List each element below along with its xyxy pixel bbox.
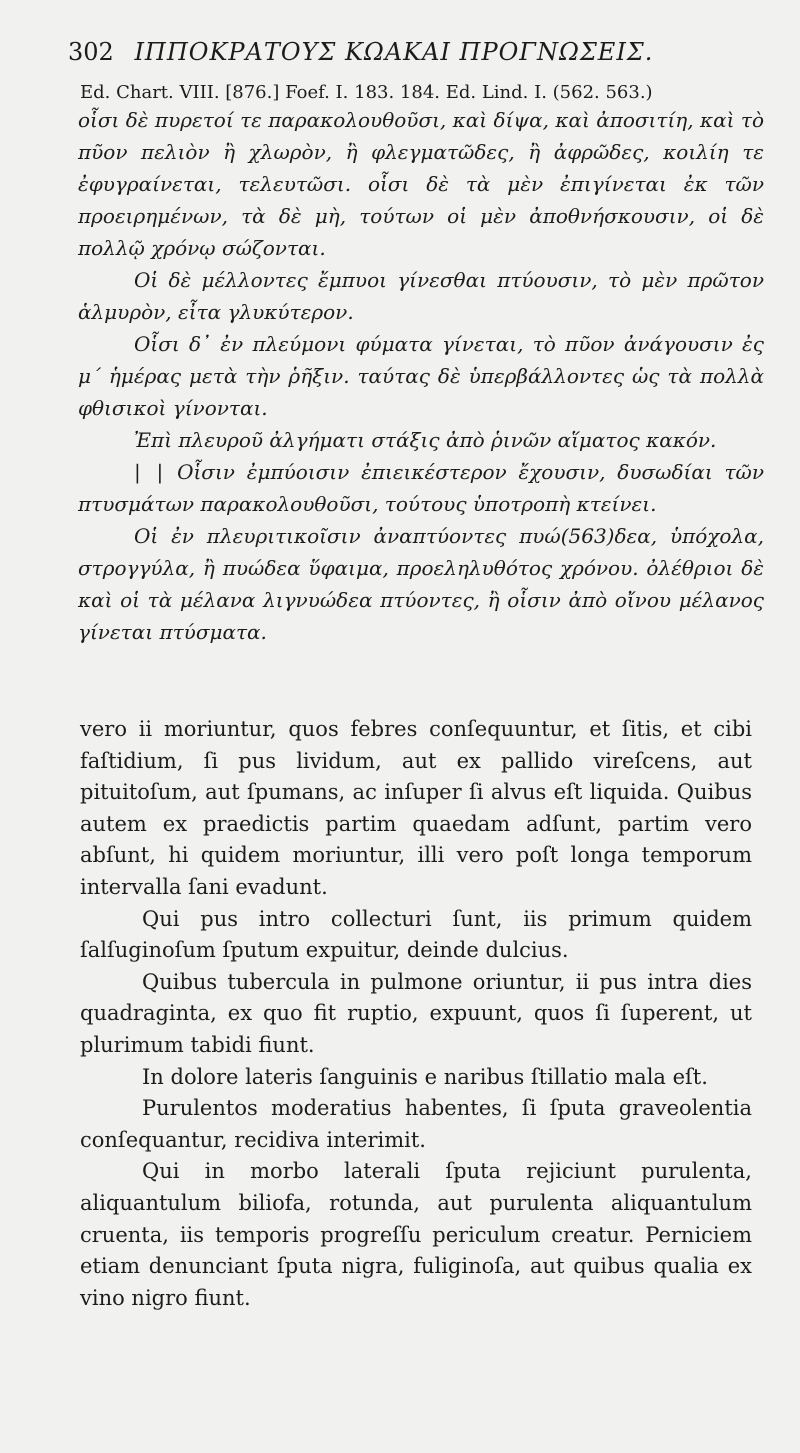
latin-paragraph: Qui in morbo laterali ſputa rejiciunt purulenta, aliquantulum biliofa, rotunda, aut purulenta aliquantulum cruenta, iis temporis progreſſu periculum creatur. Perniciem etiam denunciant ſputa nigra, fuliginoſa, aut quibus qualia ex vino nigro fiunt. — [80, 1159, 752, 1310]
edition-reference: Ed. Chart. VIII. [876.] Foef. I. 183. 184. Ed. Lind. I. (562. 563.) — [80, 82, 653, 103]
greek-text-block — [78, 104, 764, 648]
latin-paragraph: vero ii moriuntur, quos febres conſequuntur, et ſitis, et cibi faſtidium, ſi pus lividum, aut ex pallido vireſcens, aut pituitoſum, aut ſpumans, ac inſuper ſi alvus eſt liquida. Quibus autem ex praedictis partim quaedam adſunt, partim vero abſunt, hi quidem moriuntur, illi vero poſt longa temporum intervalla ſani evadunt. — [80, 717, 752, 899]
greek-paragraph: οἷσι δὲ πυρετοί τε παρακολουθοῦσι, καὶ δίψα, καὶ ἀποσιτίη, καὶ τὸ πῦον πελιὸν ἢ χλωρὸν, ἢ φλεγματῶδες, ἢ ἀφρῶδες, κοιλίη τε ἐφυγραίνεται, τελευτῶσι. οἷσι δὲ τὰ μὲν ἐπιγίνεται ἐκ τῶν προειρημένων, τὰ δὲ μὴ, τούτων οἱ μὲν ἀποθνήσκουσιν, οἱ δὲ πολλῷ χρόνῳ σώζονται. — [78, 108, 764, 260]
latin-text-block — [80, 714, 752, 1314]
greek-paragraph: Οἱ δὲ μέλλοντες ἔμπυοι γίνεσθαι πτύουσιν, τὸ μὲν πρῶτον ἁλμυρὸν, εἶτα γλυκύτερον. — [78, 268, 764, 324]
running-title: ΙΠΠΟΚΡΑΤΟΥΣ ΚΩΑΚΑΙ ΠΡΟΓΝΩΣΕΙΣ. — [134, 38, 654, 66]
page-number: 302 — [68, 38, 114, 66]
greek-paragraph-with-marker — [78, 456, 764, 520]
greek-paragraph-text: Οἷσιν ἐμπύοισιν ἐπιεικέστερον ἔχουσιν, δυσωδίαι τῶν πτυσμάτων παρακολουθοῦσι, τούτους ὑποτροπὴ κτείνει. — [78, 460, 764, 516]
latin-paragraph: In dolore lateris ſanguinis e naribus ſtillatio mala eſt. — [142, 1064, 708, 1089]
greek-paragraph: Οἷσι δ᾽ ἐν πλεύμονι φύματα γίνεται, τὸ πῦον ἀνάγουσιν ἐς μ΄ ἡμέρας μετὰ τὴν ῥῆξιν. ταύτας δὲ ὑπερβάλλοντες ὡς τὰ πολλὰ φθισικοὶ γίνονται. — [78, 332, 764, 420]
latin-paragraph: Quibus tubercula in pulmone oriuntur, ii pus intra dies quadraginta, ex quo fit ruptio, expuunt, quos ſi ſuperent, ut plurimum tabidi fiunt. — [80, 969, 752, 1057]
latin-paragraph: Purulentos moderatius habentes, ſi ſputa graveolentia conſequantur, recidiva interimit. — [80, 1096, 752, 1152]
greek-paragraph: Ἐπὶ πλευροῦ ἀλγήματι στάξις ἀπὸ ῥινῶν αἵματος κακόν. — [134, 428, 717, 452]
margin-marker: | | — [134, 460, 166, 484]
running-header — [68, 38, 768, 66]
latin-paragraph: Qui pus intro collecturi ſunt, iis primum quidem ſalſuginoſum ſputum expuitur, deinde dulcius. — [80, 906, 752, 963]
greek-paragraph: Οἱ ἐν πλευριτικοῖσιν ἀναπτύοντες πυώ(563)δεα, ὑπόχολα, στρογγύλα, ἢ πυώδεα ὕφαιμα, προεληλυθότος χρόνου. ὀλέθριοι δὲ καὶ οἱ τὰ μέλανα λιγνυώδεα πτύοντες, ἢ οἷσιν ἀπὸ οἴνου μέλανος γίνεται πτύσματα. — [78, 524, 764, 644]
